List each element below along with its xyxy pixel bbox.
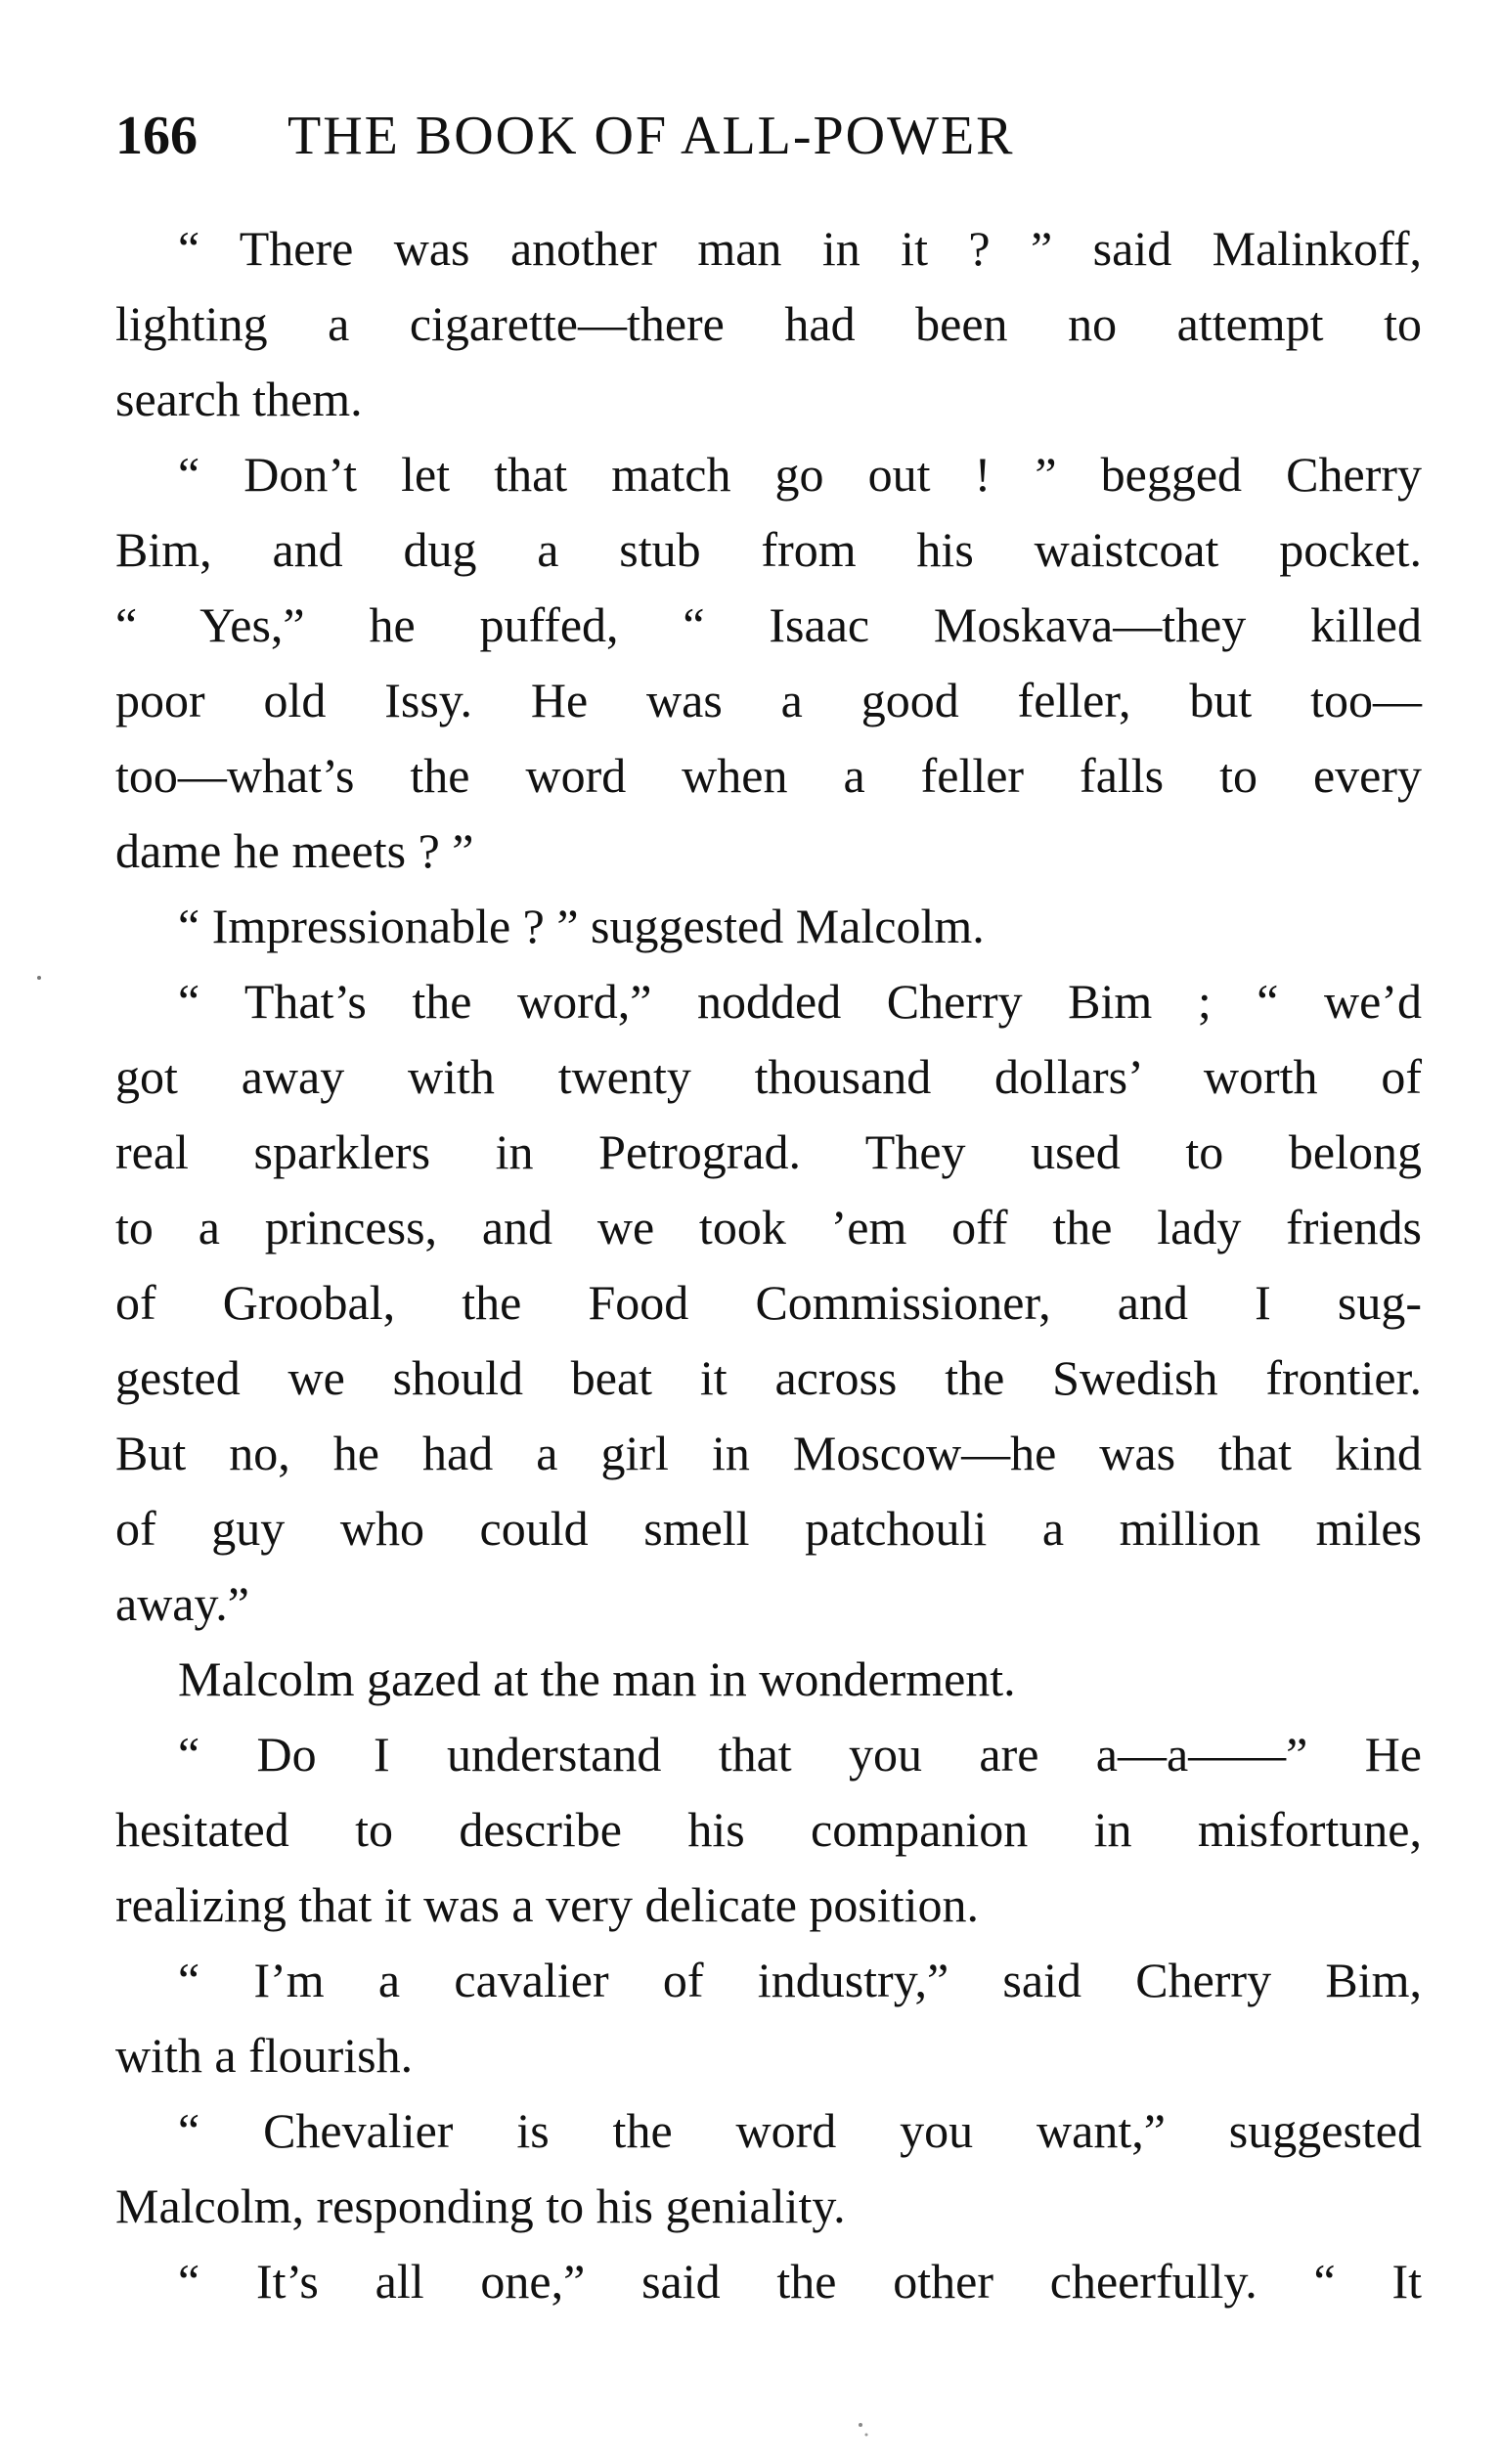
text-line: real sparklers in Petrograd. They used to belong (115, 1124, 1422, 1179)
book-title: THE BOOK OF ALL-POWER (287, 106, 1015, 166)
text-line: too—what’s the word when a feller falls to every (115, 748, 1422, 803)
paragraph (115, 1717, 1422, 1943)
text-line: away.” (115, 1576, 249, 1631)
paragraph (115, 889, 1422, 964)
text-line: poor old Issy. He was a good feller, but too— (115, 673, 1422, 727)
paragraph (115, 211, 1422, 437)
text-line: lighting a cigarette—there had been no attempt to (115, 296, 1422, 351)
text-line: “ I’m a cavalier of industry,” said Cherry Bim, (178, 1953, 1422, 2007)
text-line: “ That’s the word,” nodded Cherry Bim ; “ we’d (178, 974, 1422, 1029)
text-line: with a flourish. (115, 2028, 414, 2083)
text-line: “ Do I understand that you are a—a——” He (178, 1727, 1422, 1782)
text-line: to a princess, and we took ’em off the lady friends (115, 1200, 1422, 1254)
book-page (115, 0, 1422, 2464)
text-line: realizing that it was a very delicate position. (115, 1877, 980, 1932)
running-head (115, 102, 1422, 170)
paragraph (115, 1642, 1422, 1717)
text-line: hesitated to describe his companion in misfortune, (115, 1802, 1422, 1857)
text-line: Malcolm, responding to his geniality. (115, 2178, 846, 2233)
text-line: of Groobal, the Food Commissioner, and I sug- (115, 1275, 1422, 1330)
text-line: Malcolm gazed at the man in wonderment. (178, 1651, 1016, 1706)
text-line: But no, he had a girl in Moscow—he was that kind (115, 1426, 1422, 1480)
page-number: 166 (115, 106, 198, 166)
text-line: “ Yes,” he puffed, “ Isaac Moskava—they killed (115, 597, 1422, 652)
text-line: of guy who could smell patchouli a million miles (115, 1501, 1422, 1556)
text-line: gested we should beat it across the Swedish frontier. (115, 1350, 1422, 1405)
paragraph (115, 437, 1422, 889)
text-line: “ There was another man in it ? ” said Malinkoff, (178, 221, 1422, 276)
paragraph (115, 2093, 1422, 2244)
text-line: Bim, and dug a stub from his waistcoat pocket. (115, 522, 1422, 577)
text-line: dame he meets ? ” (115, 823, 474, 878)
body-text (115, 211, 1422, 2319)
text-line: got away with twenty thousand dollars’ worth of (115, 1049, 1422, 1104)
text-line: “ Impressionable ? ” suggested Malcolm. (178, 899, 985, 953)
text-line: “ Chevalier is the word you want,” suggested (178, 2103, 1422, 2158)
text-line: search them. (115, 372, 363, 426)
text-line: “ Don’t let that match go out ! ” begged Cherry (178, 447, 1422, 502)
paragraph (115, 1943, 1422, 2093)
paragraph (115, 2244, 1422, 2319)
scan-speck (37, 976, 41, 980)
text-line: “ It’s all one,” said the other cheerfully. “ It (178, 2254, 1422, 2309)
paragraph (115, 964, 1422, 1642)
